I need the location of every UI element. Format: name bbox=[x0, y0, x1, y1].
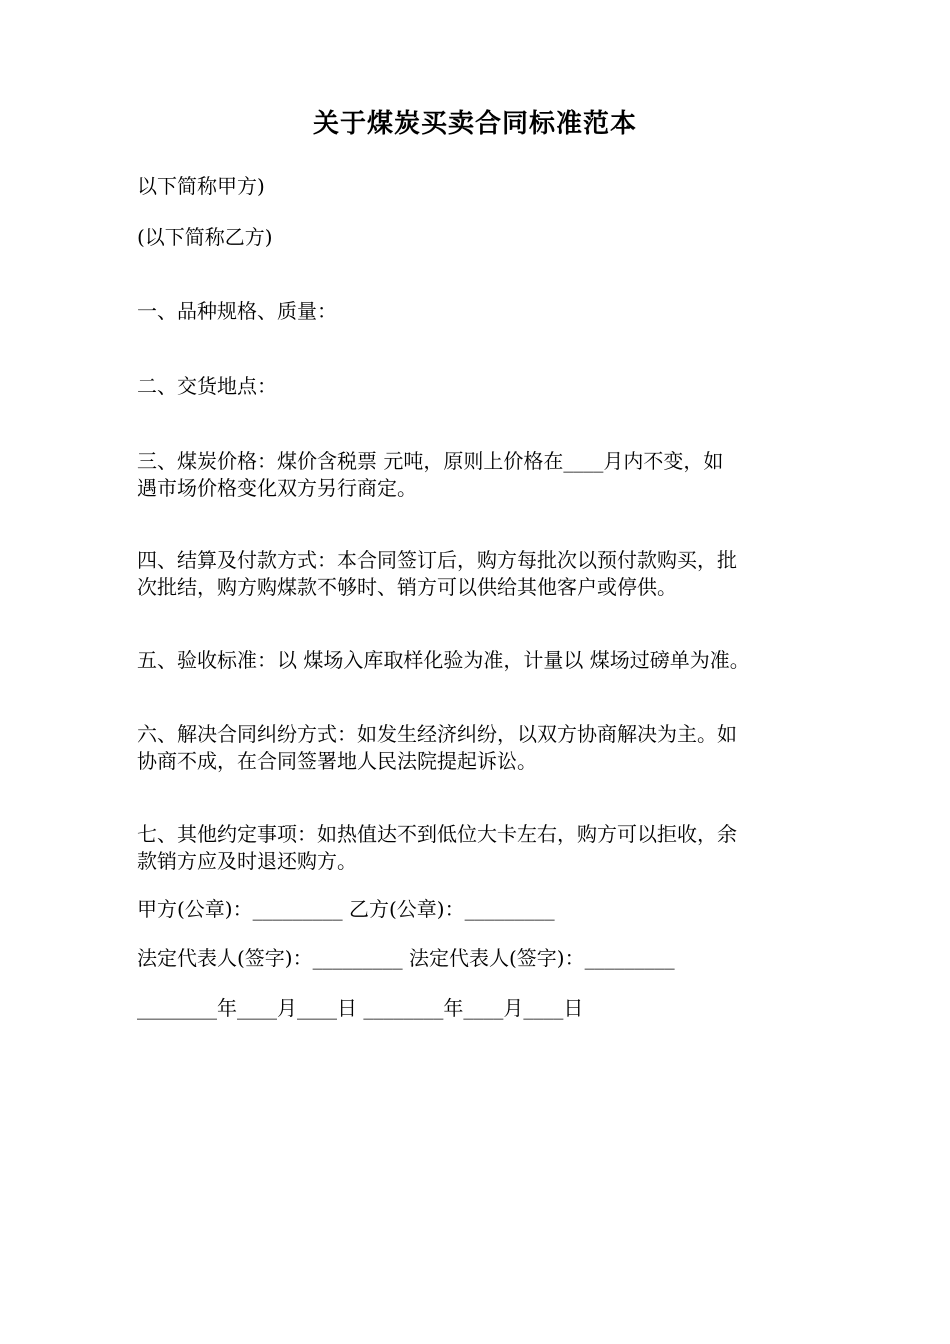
section-7-line-2: 款销方应及时退还购方。 bbox=[137, 849, 357, 873]
section-2-delivery: 二、交货地点： bbox=[137, 374, 277, 398]
section-4-line-1: 四、结算及付款方式：本合同签订后，购方每批次以预付款购买，批 bbox=[137, 548, 737, 572]
section-6-disputes bbox=[137, 721, 822, 775]
section-3-price bbox=[137, 448, 822, 502]
signature-representative-line: 法定代表人(签字)：_________ 法定代表人(签字)：_________ bbox=[137, 946, 675, 970]
section-7-other bbox=[137, 821, 822, 875]
section-5-acceptance: 五、验收标准：以 煤场入库取样化验为准，计量以 煤场过磅单为准。 bbox=[137, 648, 750, 672]
party-b-line: (以下简称乙方) bbox=[137, 225, 273, 249]
party-a-line: 以下简称甲方) bbox=[137, 174, 265, 198]
signature-date-line: ________年____月____日 ________年____月____日 bbox=[137, 996, 584, 1020]
section-4-payment bbox=[137, 547, 822, 601]
section-6-line-1: 六、解决合同纠纷方式：如发生经济纠纷，以双方协商解决为主。如 bbox=[137, 722, 737, 746]
signature-seal-line: 甲方(公章)：_________ 乙方(公章)：_________ bbox=[137, 897, 555, 921]
section-6-line-2: 协商不成，在合同签署地人民法院提起诉讼。 bbox=[137, 749, 537, 773]
section-4-line-2: 次批结，购方购煤款不够时、销方可以供给其他客户或停供。 bbox=[137, 575, 677, 599]
section-1-quality: 一、品种规格、质量： bbox=[137, 299, 337, 323]
section-7-line-1: 七、其他约定事项：如热值达不到低位大卡左右，购方可以拒收，余 bbox=[137, 822, 737, 846]
document-title: 关于煤炭买卖合同标准范本 bbox=[312, 109, 637, 139]
section-3-line-1: 三、煤炭价格：煤价含税票 元吨，原则上价格在____月内不变，如 bbox=[137, 449, 724, 473]
section-3-line-2: 遇市场价格变化双方另行商定。 bbox=[137, 476, 417, 500]
